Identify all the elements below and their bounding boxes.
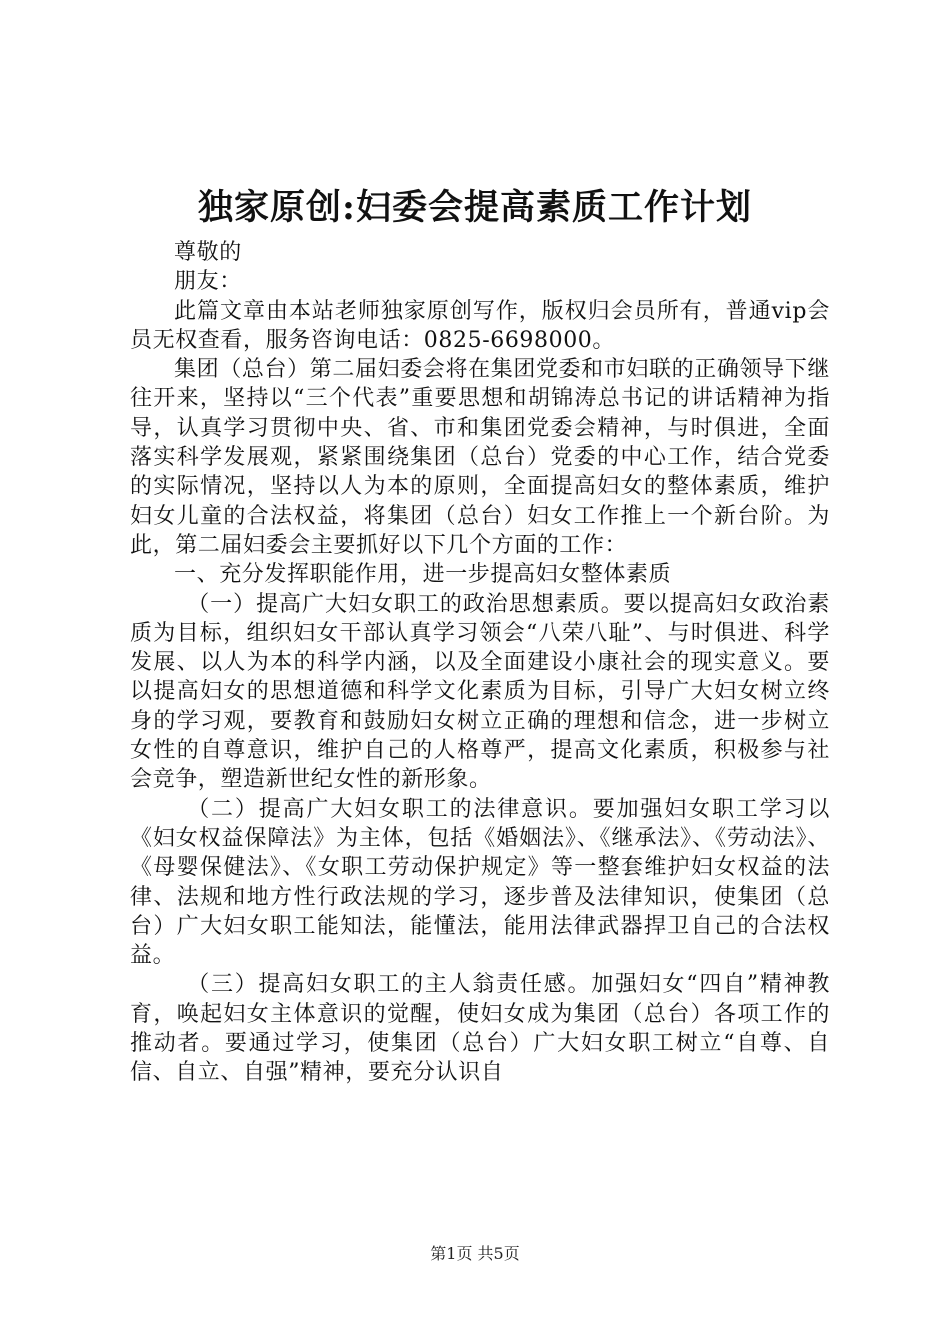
salutation-line-2: 朋友： (174, 269, 242, 295)
document-body (130, 238, 830, 1088)
subsection-1-paragraph: （一）提高广大妇女职工的政治思想素质。要以提高妇女政治素质为目标，组织妇女干部认真学习领会“八荣八耻”、与时俱进、科学发展、以人为本的科学内涵，以及全面建设小康社会的现实意义。要以提高妇女的思想道德和科学文化素质为目标，引导广大妇女树立终身的学习观，要教育和鼓励妇女树立正确的理想和信念，进一步树立女性的自尊意识，维护自己的人格尊严，提高文化素质，积极参与社会竞争，塑造新世纪女性的新形象。 (130, 591, 830, 793)
document-title: 独家原创:妇委会提高素质工作计划 (198, 187, 752, 228)
subsection-3-paragraph: （三）提高妇女职工的主人翁责任感。加强妇女“四自”精神教育，唤起妇女主体意识的觉醒，使妇女成为集团（总台）各项工作的推动者。要通过学习，使集团（总台）广大妇女职工树立“自尊、自信、自立、自强”精神，要充分认识自 (130, 972, 830, 1086)
copyright-notice: 此篇文章由本站老师独家原创写作，版权归会员所有，普通vip会员无权查看，服务咨询电话：0825-6698000。 (130, 298, 830, 353)
intro-paragraph: 集团（总台）第二届妇委会将在集团党委和市妇联的正确领导下继往开来，坚持以“三个代表”重要思想和胡锦涛总书记的讲话精神为指导，认真学习贯彻中央、省、市和集团党委会精神，与时俱进，全面落实科学发展观，紧紧围绕集团（总台）党委的中心工作，结合党委的实际情况，坚持以人为本的原则，全面提高妇女的整体素质，维护妇女儿童的合法权益，将集团（总台）妇女工作推上一个新台阶。为此，第二届妇委会主要抓好以下几个方面的工作： (130, 357, 830, 558)
page-number: 第1页 共5页 (430, 1244, 520, 1263)
section-heading-1: 一、充分发挥职能作用，进一步提高妇女整体素质 (174, 562, 672, 588)
subsection-2-paragraph: （二）提高广大妇女职工的法律意识。要加强妇女职工学习以《妇女权益保障法》为主体，包括《婚姻法》、《继承法》、《劳动法》、《母婴保健法》、《女职工劳动保护规定》等一整套维护妇女权益的法律、法规和地方性行政法规的学习，逐步普及法律知识，使集团（总台）广大妇女职工能知法，能懂法，能用法律武器捍卫自己的合法权益。 (130, 796, 830, 969)
salutation-line-1: 尊敬的 (174, 240, 242, 265)
